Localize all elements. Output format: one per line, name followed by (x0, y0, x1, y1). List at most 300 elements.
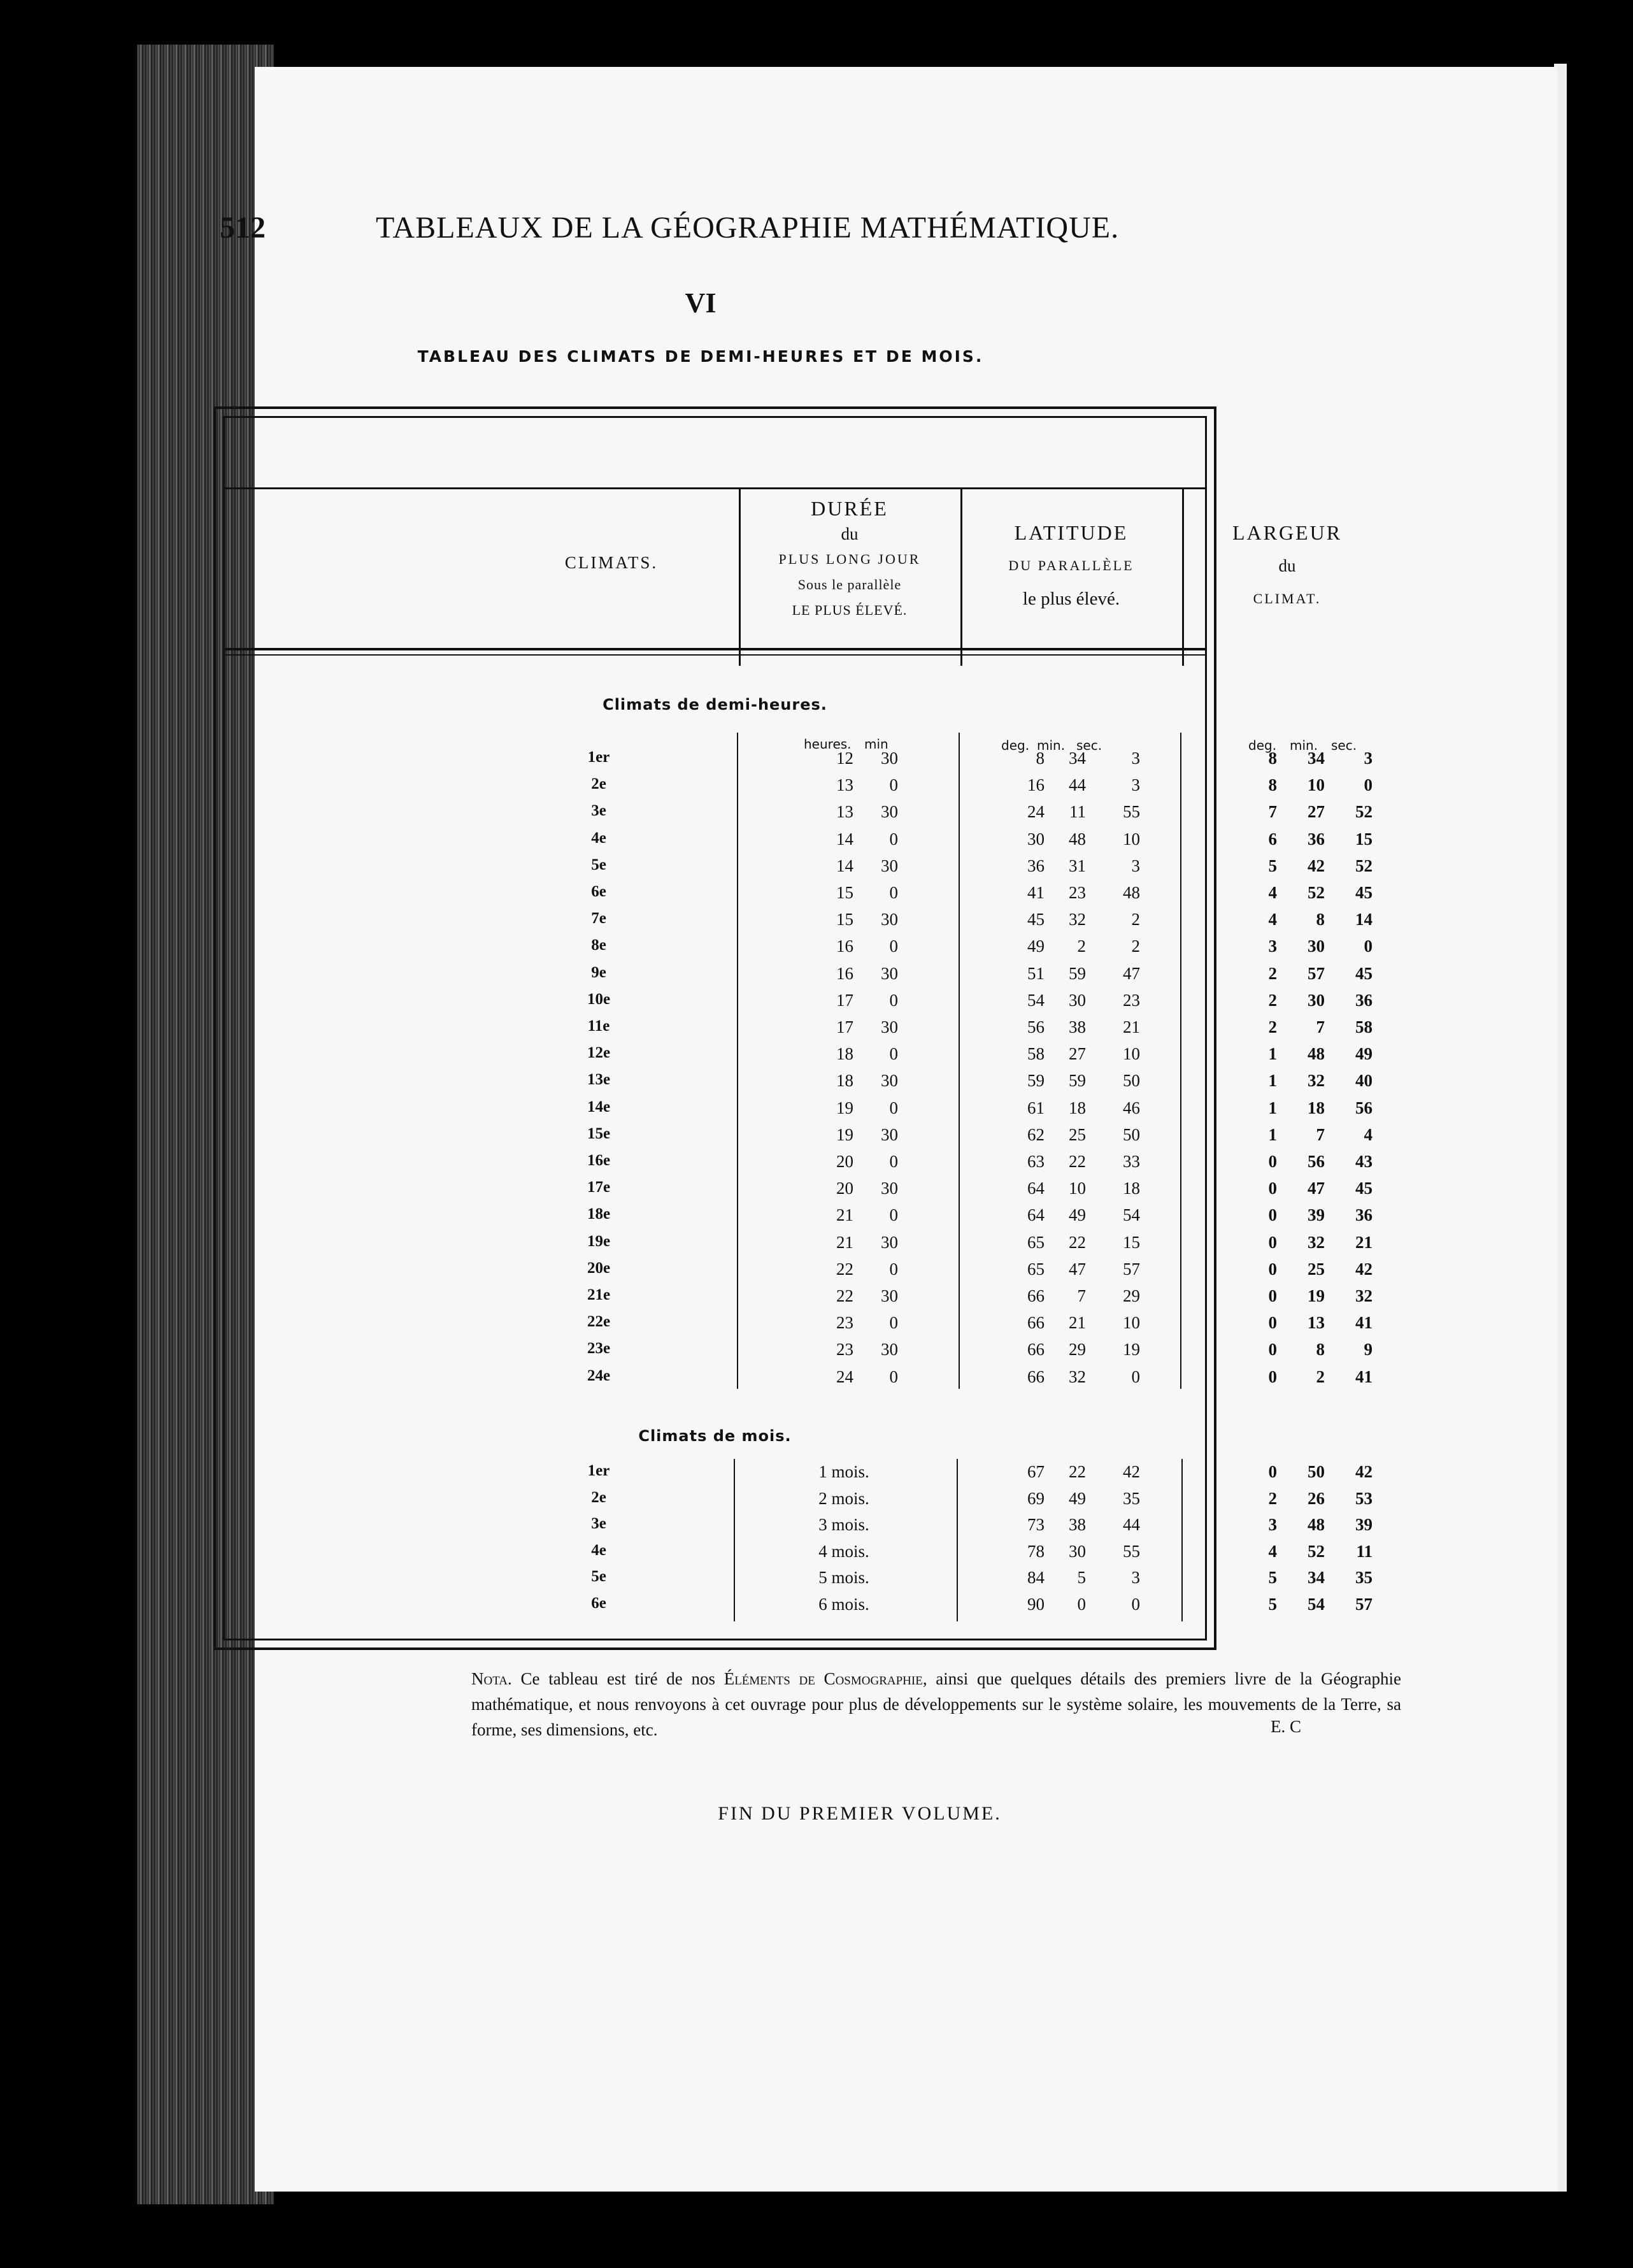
table-row (0, 1313, 1633, 1340)
largeur-deg: 2 (1268, 1017, 1277, 1037)
nota-paragraph (471, 1666, 1401, 1742)
latitude-deg: 64 (1027, 1205, 1045, 1225)
latitude-sec: 10 (1123, 1044, 1140, 1064)
largeur-sec: 35 (1355, 1568, 1373, 1587)
climat-label: 13e (587, 1071, 611, 1089)
latitude-deg: 58 (1027, 1044, 1045, 1064)
climat-label: 22e (587, 1313, 611, 1331)
climat-label: 1er (587, 749, 610, 766)
table-row (0, 1205, 1633, 1232)
units-larg-sec: sec. (1331, 738, 1357, 753)
largeur-sec: 42 (1355, 1259, 1373, 1279)
latitude-deg: 61 (1027, 1098, 1045, 1117)
duree-heures: 21 (836, 1205, 853, 1225)
latitude-min: 7 (1077, 1286, 1086, 1305)
largeur-min: 42 (1308, 856, 1325, 875)
header-duree: DURÉE du PLUS LONG JOUR Sous le parallèle LE PLUS ÉLEVÉ. (778, 497, 921, 618)
latitude-min: 10 (1069, 1179, 1086, 1198)
latitude-min: 5 (1077, 1568, 1086, 1587)
table-row (0, 1044, 1633, 1071)
latitude-min: 31 (1069, 856, 1086, 875)
duree-mois: 6 mois. (818, 1594, 869, 1614)
latitude-deg: 56 (1027, 1017, 1045, 1037)
largeur-sec: 9 (1364, 1340, 1373, 1360)
largeur-deg: 1 (1268, 1071, 1277, 1091)
largeur-min: 7 (1316, 1017, 1325, 1037)
section-title-demi-heures: Climats de demi-heures. (603, 696, 827, 714)
largeur-min: 13 (1308, 1313, 1325, 1333)
largeur-min: 25 (1308, 1259, 1325, 1279)
table-row (0, 991, 1633, 1017)
table-row (0, 1568, 1633, 1595)
table-row (0, 802, 1633, 829)
largeur-sec: 45 (1355, 963, 1373, 983)
nota-reference: Éléments de Cosmographie (724, 1669, 923, 1688)
table-row (0, 937, 1633, 963)
largeur-min: 8 (1316, 1340, 1325, 1360)
climat-label: 16e (587, 1152, 611, 1169)
latitude-deg: 69 (1027, 1488, 1045, 1508)
largeur-deg: 6 (1268, 829, 1277, 849)
latitude-sec: 50 (1123, 1071, 1140, 1091)
latitude-sec: 54 (1123, 1205, 1140, 1225)
latitude-deg: 54 (1027, 990, 1045, 1010)
duree-heures: 13 (836, 775, 853, 795)
latitude-min: 30 (1069, 1541, 1086, 1561)
latitude-deg: 73 (1027, 1515, 1045, 1534)
latitude-deg: 90 (1027, 1594, 1045, 1614)
latitude-sec: 10 (1123, 1313, 1140, 1333)
units-lat-min: min. (1037, 738, 1066, 753)
largeur-sec: 45 (1355, 883, 1373, 902)
climat-label: 10e (587, 990, 611, 1008)
latitude-sec: 19 (1123, 1340, 1140, 1360)
largeur-min: 52 (1308, 1541, 1325, 1561)
largeur-sec: 40 (1355, 1071, 1373, 1091)
table-row (0, 964, 1633, 991)
duree-minutes: 30 (881, 856, 898, 875)
largeur-sec: 52 (1355, 802, 1373, 822)
largeur-min: 50 (1308, 1462, 1325, 1481)
table-row (0, 1340, 1633, 1367)
climat-label: 4e (591, 829, 606, 847)
duree-minutes: 0 (889, 829, 898, 849)
climat-label: 17e (587, 1179, 611, 1196)
latitude-sec: 3 (1131, 856, 1140, 875)
largeur-sec: 4 (1364, 1124, 1373, 1144)
latitude-sec: 42 (1123, 1462, 1140, 1481)
latitude-deg: 84 (1027, 1568, 1045, 1587)
table-row (0, 910, 1633, 937)
duree-heures: 17 (836, 1017, 853, 1037)
largeur-min: 32 (1308, 1071, 1325, 1091)
largeur-min: 39 (1308, 1205, 1325, 1225)
duree-minutes: 30 (881, 1017, 898, 1037)
climat-label: 4e (591, 1541, 606, 1559)
largeur-deg: 1 (1268, 1124, 1277, 1144)
table-row (0, 1179, 1633, 1205)
duree-heures: 19 (836, 1124, 853, 1144)
duree-heures: 18 (836, 1044, 853, 1064)
table-row (0, 1125, 1633, 1152)
largeur-sec: 0 (1364, 775, 1373, 795)
duree-minutes: 0 (889, 883, 898, 902)
duree-minutes: 30 (881, 1232, 898, 1252)
latitude-sec: 55 (1123, 802, 1140, 822)
duree-minutes: 30 (881, 1340, 898, 1360)
climat-label: 11e (587, 1017, 610, 1035)
table-row (0, 1489, 1633, 1516)
largeur-sec: 21 (1355, 1232, 1373, 1252)
duree-heures: 22 (836, 1286, 853, 1305)
largeur-min: 34 (1308, 1568, 1325, 1587)
latitude-min: 59 (1069, 1071, 1086, 1091)
nota-text-1: Ce tableau est tiré de nos (511, 1669, 724, 1688)
latitude-deg: 66 (1027, 1367, 1045, 1386)
largeur-min: 27 (1308, 802, 1325, 822)
largeur-deg: 8 (1268, 775, 1277, 795)
latitude-deg: 51 (1027, 963, 1045, 983)
latitude-sec: 18 (1123, 1179, 1140, 1198)
duree-minutes: 0 (889, 937, 898, 956)
latitude-sec: 23 (1123, 990, 1140, 1010)
latitude-sec: 15 (1123, 1232, 1140, 1252)
climat-label: 19e (587, 1232, 611, 1250)
latitude-deg: 24 (1027, 802, 1045, 822)
duree-heures: 13 (836, 802, 853, 822)
latitude-min: 29 (1069, 1340, 1086, 1360)
duree-minutes: 30 (881, 1179, 898, 1198)
largeur-sec: 43 (1355, 1152, 1373, 1171)
latitude-deg: 62 (1027, 1124, 1045, 1144)
largeur-sec: 49 (1355, 1044, 1373, 1064)
largeur-sec: 14 (1355, 910, 1373, 929)
latitude-deg: 66 (1027, 1313, 1045, 1333)
largeur-deg: 2 (1268, 1488, 1277, 1508)
largeur-min: 34 (1308, 749, 1325, 768)
duree-minutes: 0 (889, 990, 898, 1010)
largeur-sec: 11 (1356, 1541, 1373, 1561)
table-title: TABLEAU DES CLIMATS DE DEMI-HEURES ET DE MOIS. (417, 347, 984, 366)
largeur-min: 30 (1308, 990, 1325, 1010)
largeur-sec: 56 (1355, 1098, 1373, 1117)
climat-label: 7e (591, 910, 606, 928)
page-number: 512 (220, 211, 266, 245)
largeur-min: 54 (1308, 1594, 1325, 1614)
table-row (0, 1098, 1633, 1125)
units-lat-deg: deg. (1001, 738, 1030, 753)
duree-heures: 15 (836, 910, 853, 929)
largeur-deg: 2 (1268, 990, 1277, 1010)
latitude-min: 48 (1069, 829, 1086, 849)
units-min: min (864, 736, 888, 752)
duree-minutes: 0 (889, 775, 898, 795)
largeur-sec: 0 (1364, 937, 1373, 956)
duree-mois: 1 mois. (818, 1462, 869, 1481)
latitude-sec: 47 (1123, 963, 1140, 983)
largeur-deg: 0 (1268, 1313, 1277, 1333)
latitude-sec: 29 (1123, 1286, 1140, 1305)
largeur-deg: 2 (1268, 963, 1277, 983)
latitude-min: 32 (1069, 910, 1086, 929)
largeur-sec: 58 (1355, 1017, 1373, 1037)
header-climats: CLIMATS. (564, 553, 659, 572)
units-heures: heures. (804, 736, 852, 752)
climat-label: 14e (587, 1098, 611, 1116)
latitude-deg: 65 (1027, 1232, 1045, 1252)
climat-label: 5e (591, 1568, 606, 1585)
header-rule (223, 648, 1207, 650)
duree-heures: 14 (836, 856, 853, 875)
latitude-min: 27 (1069, 1044, 1086, 1064)
largeur-sec: 57 (1355, 1594, 1373, 1614)
table-row (0, 1071, 1633, 1098)
latitude-deg: 59 (1027, 1071, 1045, 1091)
latitude-sec: 50 (1123, 1124, 1140, 1144)
duree-minutes: 30 (881, 910, 898, 929)
latitude-min: 59 (1069, 963, 1086, 983)
climat-label: 20e (587, 1259, 611, 1277)
latitude-sec: 21 (1123, 1017, 1140, 1037)
duree-heures: 22 (836, 1259, 853, 1279)
latitude-sec: 0 (1131, 1594, 1140, 1614)
climat-label: 2e (591, 775, 606, 793)
largeur-sec: 36 (1355, 990, 1373, 1010)
latitude-min: 49 (1069, 1205, 1086, 1225)
table-row (0, 1260, 1633, 1286)
latitude-sec: 35 (1123, 1488, 1140, 1508)
latitude-min: 22 (1069, 1152, 1086, 1171)
duree-heures: 20 (836, 1179, 853, 1198)
header-top-rule (223, 487, 1207, 489)
largeur-deg: 1 (1268, 1098, 1277, 1117)
nota-signature: E. C (1271, 1717, 1302, 1736)
section-title-mois: Climats de mois. (638, 1427, 792, 1445)
duree-heures: 23 (836, 1340, 853, 1360)
running-head: TABLEAUX DE LA GÉOGRAPHIE MATHÉMATIQUE. (376, 211, 1120, 245)
largeur-deg: 0 (1268, 1340, 1277, 1360)
duree-minutes: 30 (881, 1071, 898, 1091)
climat-label: 12e (587, 1044, 611, 1062)
latitude-sec: 2 (1131, 910, 1140, 929)
largeur-sec: 41 (1355, 1313, 1373, 1333)
largeur-min: 56 (1308, 1152, 1325, 1171)
table-row (0, 1462, 1633, 1489)
table-row (0, 856, 1633, 883)
duree-heures: 20 (836, 1152, 853, 1171)
duree-heures: 12 (836, 749, 853, 768)
latitude-min: 25 (1069, 1124, 1086, 1144)
duree-minutes: 0 (889, 1044, 898, 1064)
largeur-sec: 15 (1355, 829, 1373, 849)
largeur-min: 19 (1308, 1286, 1325, 1305)
largeur-min: 36 (1308, 829, 1325, 849)
table-row (0, 749, 1633, 775)
latitude-sec: 44 (1123, 1515, 1140, 1534)
table-row (0, 1152, 1633, 1179)
largeur-sec: 3 (1364, 749, 1373, 768)
latitude-sec: 48 (1123, 883, 1140, 902)
latitude-sec: 46 (1123, 1098, 1140, 1117)
climat-label: 3e (591, 802, 606, 820)
climat-label: 5e (591, 856, 606, 873)
climat-label: 23e (587, 1340, 611, 1358)
units-larg-deg: deg. (1248, 738, 1277, 753)
largeur-deg: 0 (1268, 1286, 1277, 1305)
duree-heures: 14 (836, 829, 853, 849)
largeur-sec: 36 (1355, 1205, 1373, 1225)
largeur-deg: 0 (1268, 1152, 1277, 1171)
largeur-sec: 52 (1355, 856, 1373, 875)
header-largeur: LARGEUR du CLIMAT. (1232, 521, 1343, 606)
largeur-min: 32 (1308, 1232, 1325, 1252)
largeur-sec: 32 (1355, 1286, 1373, 1305)
latitude-sec: 33 (1123, 1152, 1140, 1171)
largeur-deg: 0 (1268, 1232, 1277, 1252)
table-row (0, 1595, 1633, 1621)
largeur-sec: 45 (1355, 1179, 1373, 1198)
duree-minutes: 0 (889, 1152, 898, 1171)
duree-heures: 23 (836, 1313, 853, 1333)
largeur-deg: 0 (1268, 1205, 1277, 1225)
latitude-sec: 3 (1131, 775, 1140, 795)
largeur-min: 18 (1308, 1098, 1325, 1117)
duree-heures: 18 (836, 1071, 853, 1091)
duree-mois: 3 mois. (818, 1515, 869, 1534)
largeur-min: 48 (1308, 1044, 1325, 1064)
largeur-deg: 0 (1268, 1259, 1277, 1279)
duree-minutes: 0 (889, 1205, 898, 1225)
latitude-sec: 0 (1131, 1367, 1140, 1386)
latitude-min: 38 (1069, 1515, 1086, 1534)
table-number: VI (685, 287, 717, 319)
duree-minutes: 0 (889, 1259, 898, 1279)
duree-heures: 16 (836, 937, 853, 956)
units-lat-sec: sec. (1076, 738, 1102, 753)
duree-minutes: 30 (881, 963, 898, 983)
latitude-min: 21 (1069, 1313, 1086, 1333)
latitude-min: 0 (1077, 1594, 1086, 1614)
duree-heures: 17 (836, 990, 853, 1010)
latitude-deg: 49 (1027, 937, 1045, 956)
climat-label: 9e (591, 963, 606, 981)
largeur-deg: 7 (1268, 802, 1277, 822)
largeur-deg: 5 (1268, 1568, 1277, 1587)
duree-heures: 21 (836, 1232, 853, 1252)
duree-minutes: 0 (889, 1098, 898, 1117)
duree-mois: 2 mois. (818, 1488, 869, 1508)
climat-label: 24e (587, 1367, 611, 1384)
latitude-min: 22 (1069, 1462, 1086, 1481)
duree-heures: 24 (836, 1367, 853, 1386)
climat-label: 1er (587, 1462, 610, 1479)
latitude-deg: 8 (1036, 749, 1045, 768)
latitude-min: 30 (1069, 990, 1086, 1010)
header-latitude: LATITUDE DU PARALLÈLE le plus élevé. (1008, 521, 1134, 609)
header-rule-thin (223, 654, 1207, 656)
latitude-min: 18 (1069, 1098, 1086, 1117)
latitude-min: 11 (1069, 802, 1086, 822)
latitude-deg: 41 (1027, 883, 1045, 902)
largeur-min: 52 (1308, 883, 1325, 902)
largeur-deg: 0 (1268, 1179, 1277, 1198)
closing-line: FIN DU PREMIER VOLUME. (718, 1803, 1002, 1824)
latitude-deg: 65 (1027, 1259, 1045, 1279)
latitude-min: 38 (1069, 1017, 1086, 1037)
latitude-deg: 66 (1027, 1340, 1045, 1360)
largeur-deg: 3 (1268, 937, 1277, 956)
largeur-sec: 53 (1355, 1488, 1373, 1508)
latitude-sec: 55 (1123, 1541, 1140, 1561)
duree-minutes: 0 (889, 1367, 898, 1386)
latitude-min: 44 (1069, 775, 1086, 795)
latitude-sec: 3 (1131, 1568, 1140, 1587)
latitude-min: 22 (1069, 1232, 1086, 1252)
largeur-deg: 1 (1268, 1044, 1277, 1064)
largeur-min: 57 (1308, 963, 1325, 983)
duree-heures: 19 (836, 1098, 853, 1117)
duree-minutes: 30 (881, 1286, 898, 1305)
latitude-sec: 57 (1123, 1259, 1140, 1279)
largeur-deg: 5 (1268, 1594, 1277, 1614)
table-row (0, 1367, 1633, 1394)
largeur-min: 48 (1308, 1515, 1325, 1534)
climat-label: 8e (591, 937, 606, 954)
duree-minutes: 30 (881, 749, 898, 768)
climat-label: 18e (587, 1205, 611, 1223)
largeur-deg: 0 (1268, 1462, 1277, 1481)
climat-label: 6e (591, 883, 606, 900)
largeur-min: 30 (1308, 937, 1325, 956)
latitude-min: 34 (1069, 749, 1086, 768)
duree-heures: 15 (836, 883, 853, 902)
latitude-deg: 66 (1027, 1286, 1045, 1305)
largeur-sec: 42 (1355, 1462, 1373, 1481)
latitude-deg: 30 (1027, 829, 1045, 849)
largeur-sec: 39 (1355, 1515, 1373, 1534)
duree-minutes: 0 (889, 1313, 898, 1333)
table-row (0, 775, 1633, 802)
largeur-min: 47 (1308, 1179, 1325, 1198)
table-row (0, 829, 1633, 856)
latitude-sec: 3 (1131, 749, 1140, 768)
latitude-deg: 45 (1027, 910, 1045, 929)
table-row (0, 1233, 1633, 1260)
largeur-deg: 3 (1268, 1515, 1277, 1534)
units-larg-min: min. (1290, 738, 1318, 753)
table-row (0, 883, 1633, 910)
latitude-deg: 36 (1027, 856, 1045, 875)
duree-mois: 4 mois. (818, 1541, 869, 1561)
duree-heures: 16 (836, 963, 853, 983)
latitude-deg: 64 (1027, 1179, 1045, 1198)
climat-label: 3e (591, 1515, 606, 1532)
latitude-deg: 63 (1027, 1152, 1045, 1171)
latitude-deg: 78 (1027, 1541, 1045, 1561)
largeur-deg: 5 (1268, 856, 1277, 875)
table-row (0, 1542, 1633, 1568)
latitude-min: 49 (1069, 1488, 1086, 1508)
largeur-min: 26 (1308, 1488, 1325, 1508)
largeur-min: 2 (1316, 1367, 1325, 1386)
latitude-min: 2 (1077, 937, 1086, 956)
largeur-min: 10 (1308, 775, 1325, 795)
climat-label: 6e (591, 1594, 606, 1612)
nota-text-2: , ainsi que quelques détails des premiers livre de la Géographie mathématique, et nous renvoyons à cet ouvrage pour plus de développements sur le système solaire, les mouvements de la Terre, sa forme, ses dimensions, etc. (471, 1669, 1401, 1739)
climat-label: 2e (591, 1488, 606, 1506)
largeur-deg: 4 (1268, 1541, 1277, 1561)
duree-mois: 5 mois. (818, 1568, 869, 1587)
